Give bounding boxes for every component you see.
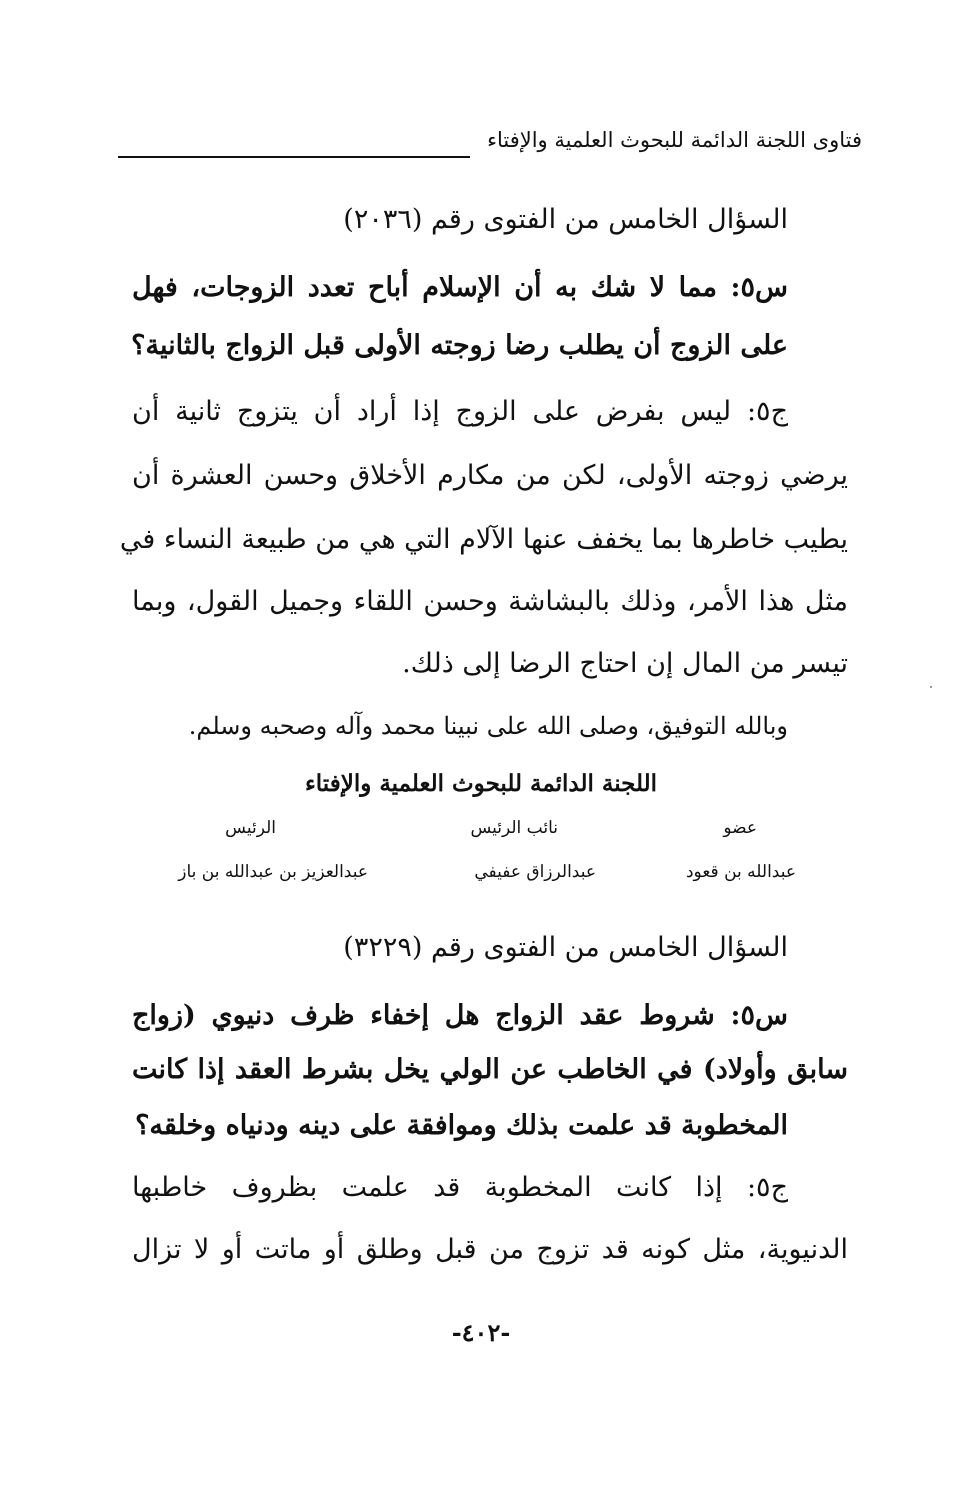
signature-chairman: عبدالعزيز بن عبدالله بن باز [178,862,368,882]
fatwa-3229-question-line: المخطوبة قد علمت بذلك وموافقة على دينه ودنياه وخلقه؟ [135,1110,788,1141]
running-header-title: فتاوى اللجنة الدائمة للبحوث العلمية والإفتاء [487,128,862,152]
fatwa-2036-title: السؤال الخامس من الفتوى رقم (٢٠٣٦) [343,204,788,235]
signature-vice-chairman: عبدالرزاق عفيفي [474,862,596,882]
fatwa-2036-closing: وبالله التوفيق، وصلى الله على نبينا محمد وآله وصحبه وسلم. [188,712,788,740]
fatwa-2036-answer-line: ج٥: ليس بفرض على الزوج إذا أراد أن يتزوج ثانية أن [132,396,788,427]
fatwa-3229-answer-line: الدنيوية، مثل كونه قد تزوج من قبل وطلق أو ماتت أو لا تزال [132,1234,848,1265]
fatwa-3229-question-line: س٥: شروط عقد الزواج هل إخفاء ظرف دنيوي (زواج [132,1000,788,1031]
fatwa-2036-answer-line: مثل هذا الأمر، وذلك بالبشاشة وحسن اللقاء وجميل القول، وبما [132,586,848,617]
signature-member: عبدالله بن قعود [685,862,796,882]
role-vice-chairman: نائب الرئيس [470,818,558,838]
role-member: عضو [723,818,757,838]
fatwa-2036-question-line: على الزوج أن يطلب رضا زوجته الأولى قبل الزواج بالثانية؟ [131,330,788,361]
fatwa-3229-title: السؤال الخامس من الفتوى رقم (٣٢٢٩) [343,932,788,963]
fatwa-3229-question-line: سابق وأولاد) في الخاطب عن الولي يخل بشرط العقد إذا كانت [132,1054,848,1085]
header-rule [118,156,470,158]
fatwa-3229-answer-line: ج٥: إذا كانت المخطوبة قد علمت بظروف خاطبها [132,1172,788,1203]
fatwa-2036-answer-line: يرضي زوجته الأولى، لكن من مكارم الأخلاق وحسن العشرة أن [132,460,848,491]
committee-name: اللجنة الدائمة للبحوث العلمية والإفتاء [304,770,658,797]
page-number: -٤٠٢- [451,1318,511,1347]
fatwa-2036-answer-line: تيسر من المال إن احتاج الرضا إلى ذلك. [402,648,848,679]
margin-speck [930,686,932,688]
role-chairman: الرئيس [225,818,276,838]
fatwa-2036-question-line: س٥: مما لا شك به أن الإسلام أباح تعدد الزوجات، فهل [132,272,788,303]
fatwa-2036-answer-line: يطيب خاطرها بما يخفف عنها الآلام التي هي من طبيعة النساء في [119,524,848,555]
